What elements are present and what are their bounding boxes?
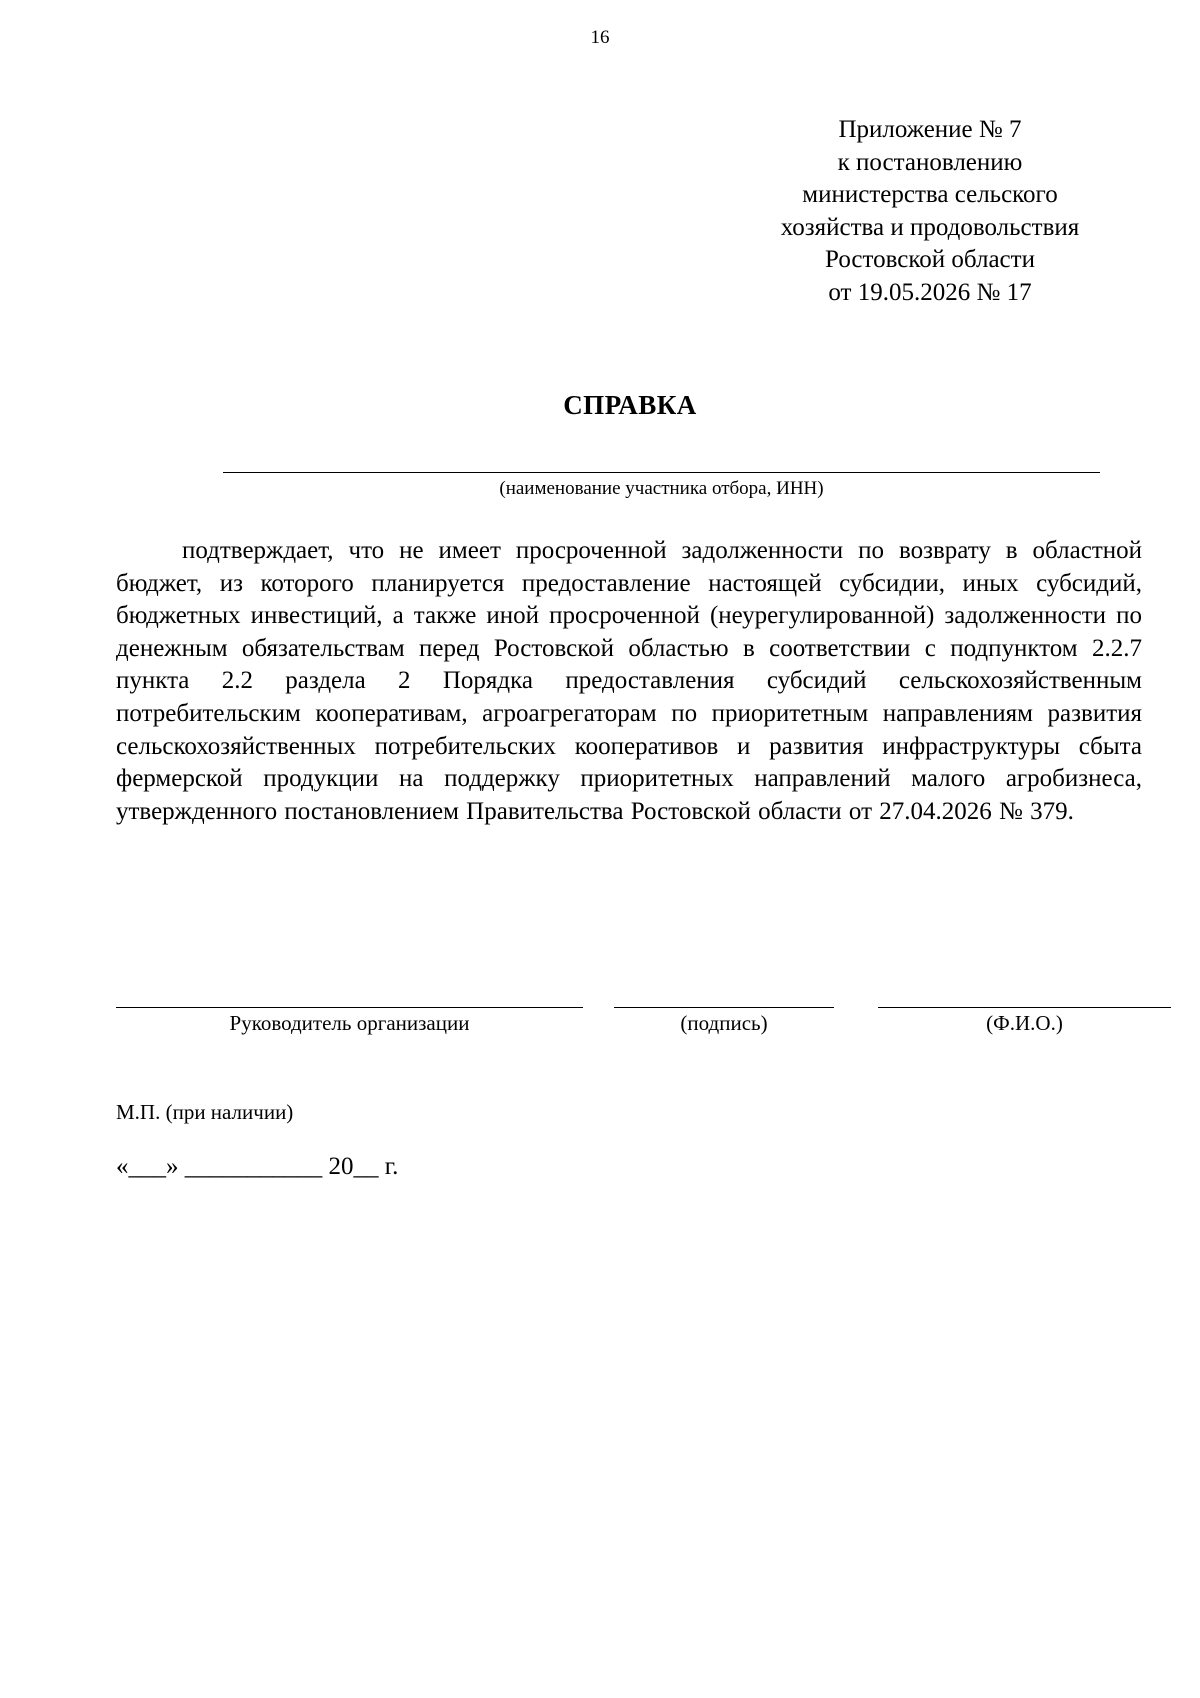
appendix-line: Приложение № 7 <box>838 116 1022 143</box>
stamp-note: М.П. (при наличии) <box>116 1100 294 1124</box>
head-signature-line <box>116 1007 583 1008</box>
appendix-block <box>730 114 1130 309</box>
appendix-line: Ростовской области <box>825 246 1035 273</box>
appendix-line: к постановлению <box>837 148 1023 176</box>
appendix-line: от 19.05.2026 № 17 <box>828 278 1032 306</box>
appendix-line: хозяйства и продовольствия <box>780 213 1080 241</box>
appendix-line: министерства сельского <box>802 181 1058 208</box>
full-name-line <box>878 1007 1171 1008</box>
body-text: подтверждает, что не имеет просроченной задолженности по возврату в областной бюджет, из которого планируется предоставление настоящей субсидии, иных субсидий, бюджетных инвестиций, а также иной просроченной (неурегулированной) задолженности по денежным обязательствам перед Ростовской областью в соответствии с подпунктом 2.2.7 пункта 2.2 раздела 2 Порядка предоставления субсидий сельскохозяйственным потребительским кооперативам, агроагрегаторам по приоритетным направлениям развития сельскохозяйственных потребительских кооперативов и развития инфраструктуры сбыта фермерской продукции на поддержку приоритетных направлений малого агробизнеса, утвержденного постановлением Правительства Ростовской области от 27.04.2026 № 379. <box>116 537 1142 825</box>
signature-line <box>614 1007 834 1008</box>
date-line: «___» ___________ 20__ г. <box>116 1153 399 1180</box>
participant-name-line <box>223 472 1100 473</box>
document-title: СПРАВКА <box>563 390 697 420</box>
signature-caption: (подпись) <box>680 1011 768 1035</box>
page-number: 16 <box>590 27 610 48</box>
participant-caption: (наименование участника отбора, ИНН) <box>499 478 824 499</box>
full-name-caption: (Ф.И.О.) <box>986 1011 1063 1035</box>
head-caption: Руководитель организации <box>229 1011 470 1035</box>
